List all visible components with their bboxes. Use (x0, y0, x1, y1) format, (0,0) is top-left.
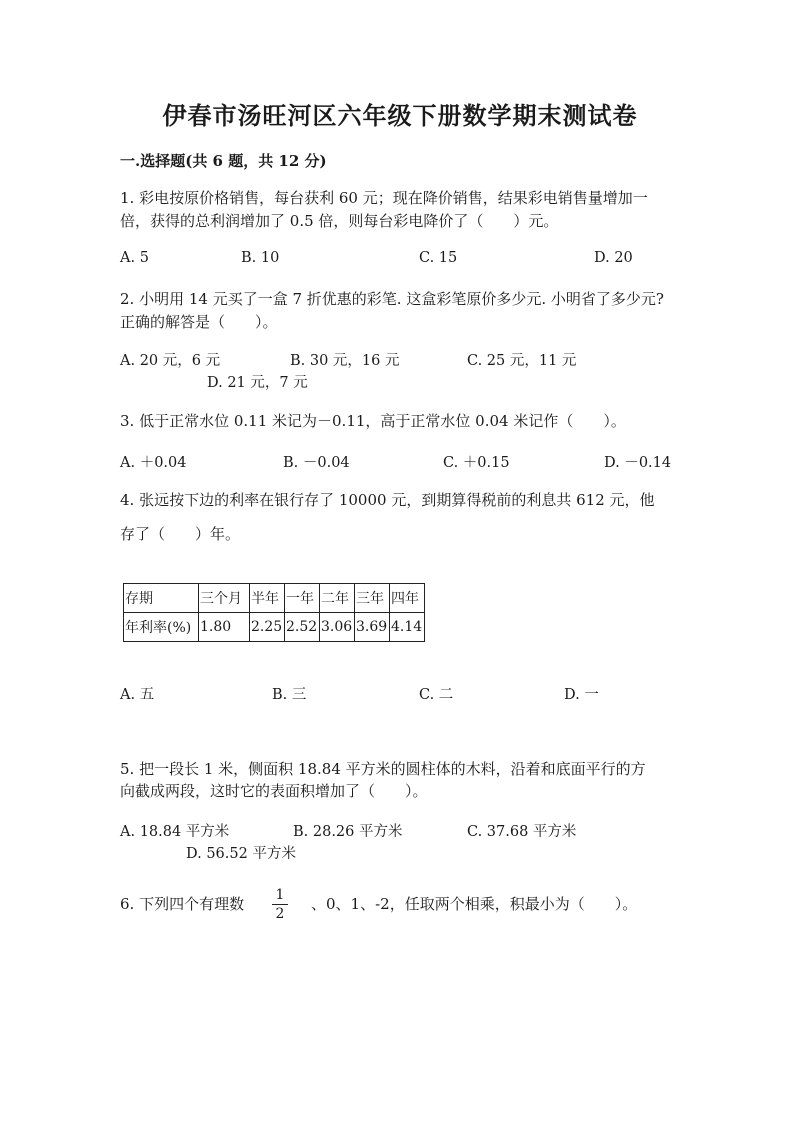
table-cell: 三个月 (199, 584, 250, 613)
fraction-one-half (272, 887, 288, 922)
fraction-bar (272, 904, 288, 905)
question-4-option-b: B. 三 (272, 687, 307, 703)
question-4-line-1: 4. 张远按下边的利率在银行存了 10000 元，到期算得税前的利息共 612 元，他 (120, 491, 655, 509)
question-1-option-b: B. 10 (241, 250, 280, 266)
page-title: 伊春市汤旺河区六年级下册数学期末测试卷 (162, 101, 638, 130)
question-1-line-2: 倍，获得的总利润增加了 0.5 倍，则每台彩电降价了（ ）元。 (120, 212, 559, 230)
question-1-option-c: C. 15 (419, 250, 458, 266)
question-5-option-c: C. 37.68 平方米 (467, 824, 577, 840)
question-1-option-a: A. 5 (120, 250, 149, 266)
question-3-option-d: D. －0.14 (604, 455, 672, 471)
question-2-line-2: 正确的解答是（ ）。 (120, 313, 278, 331)
question-5-option-b: B. 28.26 平方米 (293, 824, 403, 840)
table-cell: 二年 (320, 584, 355, 613)
table-cell: 三年 (355, 584, 390, 613)
table-row (124, 613, 425, 642)
question-6-prefix: 6. 下列四个有理数 (120, 895, 245, 913)
table-row (124, 584, 425, 613)
question-1-option-d: D. 20 (594, 250, 633, 266)
table-cell: 4.14 (390, 613, 425, 642)
table-cell: 1.80 (199, 613, 250, 642)
question-4-option-c: C. 二 (419, 687, 454, 703)
question-2-option-d: D. 21 元，7 元 (207, 375, 308, 391)
question-2-option-a: A. 20 元，6 元 (120, 353, 221, 369)
question-2-option-c: C. 25 元，11 元 (467, 353, 577, 369)
table-cell: 2.52 (285, 613, 320, 642)
question-6-suffix: 、0、1、-2，任取两个相乘，积最小为（ ）。 (311, 895, 638, 913)
question-4-line-2: 存了（ ）年。 (120, 525, 241, 543)
question-5-option-a: A. 18.84 平方米 (120, 824, 230, 840)
question-3-option-a: A. ＋0.04 (120, 455, 187, 471)
question-3-option-b: B. －0.04 (283, 455, 350, 471)
table-cell: 年利率(%) (124, 613, 199, 642)
question-3-option-c: C. ＋0.15 (443, 455, 510, 471)
question-1-line-1: 1. 彩电按原价格销售，每台获利 60 元；现在降价销售，结果彩电销售量增加一 (120, 189, 648, 207)
question-5-line-1: 5. 把一段长 1 米，侧面积 18.84 平方米的圆柱体的木料，沿着和底面平行的方 (120, 760, 646, 778)
question-5-option-d: D. 56.52 平方米 (186, 846, 296, 862)
table-cell: 一年 (285, 584, 320, 613)
question-2-line-1: 2. 小明用 14 元买了一盒 7 折优惠的彩笔. 这盒彩笔原价多少元. 小明省了多少元? (120, 290, 664, 308)
table-cell: 存期 (124, 584, 199, 613)
question-3-line-1: 3. 低于正常水位 0.11 米记为－0.11，高于正常水位 0.04 米记作（ ）。 (120, 412, 626, 430)
table-cell: 3.69 (355, 613, 390, 642)
fraction-numerator: 1 (275, 887, 285, 903)
interest-rate-table (123, 583, 425, 642)
question-2-option-b: B. 30 元，16 元 (290, 353, 400, 369)
table-cell: 四年 (390, 584, 425, 613)
section-heading: 一.选择题(共 6 题，共 12 分) (120, 152, 327, 170)
question-5-line-2: 向截成两段，这时它的表面积增加了（ ）。 (120, 782, 428, 800)
question-4-option-a: A. 五 (120, 687, 155, 703)
question-4-option-d: D. 一 (564, 687, 599, 703)
table-cell: 2.25 (250, 613, 285, 642)
table-cell: 3.06 (320, 613, 355, 642)
fraction-denominator: 2 (275, 906, 285, 922)
table-cell: 半年 (250, 584, 285, 613)
